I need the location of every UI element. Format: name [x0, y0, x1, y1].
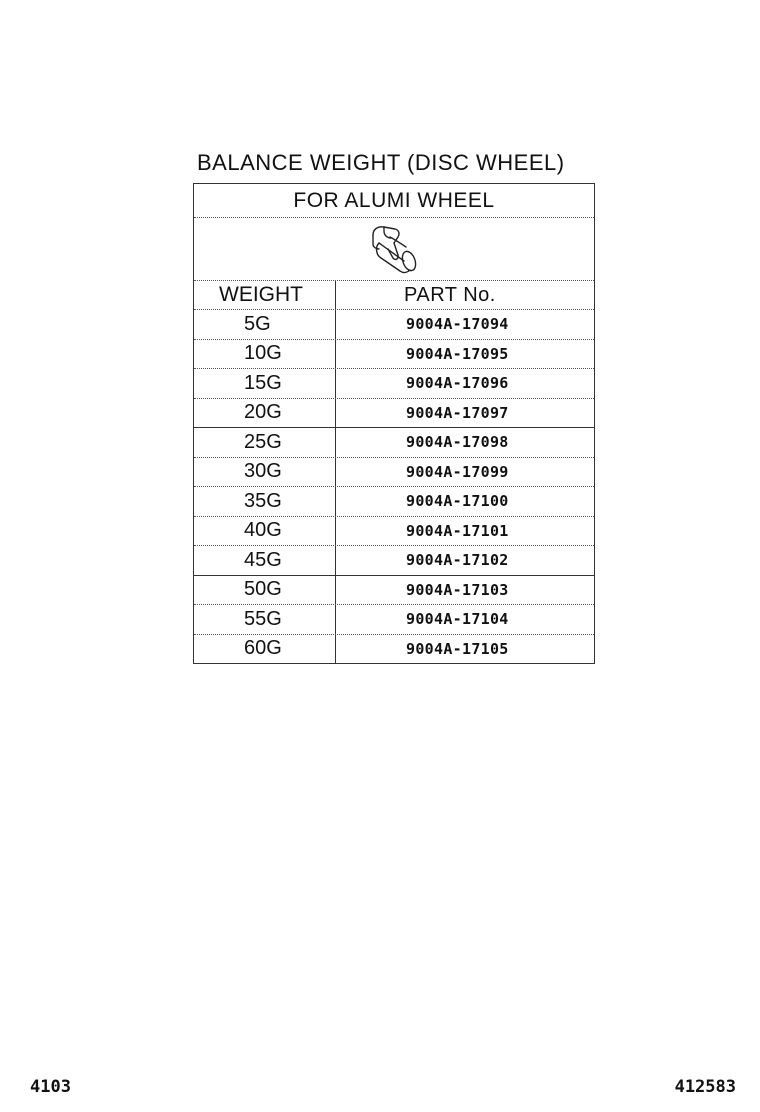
- weight-cell: 5G: [194, 310, 336, 339]
- part-number-cell: 9004A-17096: [406, 374, 509, 393]
- footer-illustration-number: 412583: [674, 1077, 736, 1097]
- weight-cell: 30G: [194, 458, 336, 487]
- table-subtitle: FOR ALUMI WHEEL: [293, 188, 495, 212]
- table-row: [194, 516, 594, 546]
- table-header-row: [194, 280, 594, 309]
- weight-cell: 20G: [194, 399, 336, 428]
- part-number-cell: 9004A-17097: [406, 403, 509, 422]
- part-number-cell: 9004A-17100: [406, 492, 509, 511]
- table-row: [194, 545, 594, 575]
- part-number-cell: 9004A-17099: [406, 462, 509, 481]
- footer-page-code: 4103: [30, 1077, 71, 1097]
- table-row: [194, 634, 594, 664]
- part-number-cell: 9004A-17105: [406, 639, 509, 658]
- table-row: [194, 575, 594, 605]
- table-row: [194, 457, 594, 487]
- part-number-cell: 9004A-17095: [406, 344, 509, 363]
- table-row: [194, 309, 594, 339]
- illustration-row: [194, 217, 594, 280]
- balance-weight-icon: [364, 221, 424, 277]
- table-row: [194, 398, 594, 428]
- weight-cell: 15G: [194, 369, 336, 398]
- weight-cell: 25G: [194, 428, 336, 457]
- weight-cell: 55G: [194, 605, 336, 634]
- part-number-cell: 9004A-17104: [406, 610, 509, 629]
- table-row: [194, 368, 594, 398]
- weight-cell: 35G: [194, 487, 336, 516]
- table-row: [194, 486, 594, 516]
- weight-cell: 50G: [194, 576, 336, 605]
- weight-cell: 60G: [194, 635, 336, 664]
- part-no-column-header: PART No.: [404, 283, 496, 306]
- part-number-cell: 9004A-17094: [406, 315, 509, 334]
- table-row: [194, 339, 594, 369]
- weight-column-header: WEIGHT: [194, 281, 336, 309]
- page-title: BALANCE WEIGHT (DISC WHEEL): [197, 150, 565, 175]
- part-number-cell: 9004A-17102: [406, 551, 509, 570]
- balance-weight-table: [193, 183, 595, 664]
- table-row: [194, 427, 594, 457]
- part-number-cell: 9004A-17103: [406, 580, 509, 599]
- table-row: [194, 604, 594, 634]
- weight-cell: 10G: [194, 340, 336, 369]
- part-number-cell: 9004A-17101: [406, 521, 509, 540]
- weight-cell: 40G: [194, 517, 336, 546]
- part-number-cell: 9004A-17098: [406, 433, 509, 452]
- weight-cell: 45G: [194, 546, 336, 575]
